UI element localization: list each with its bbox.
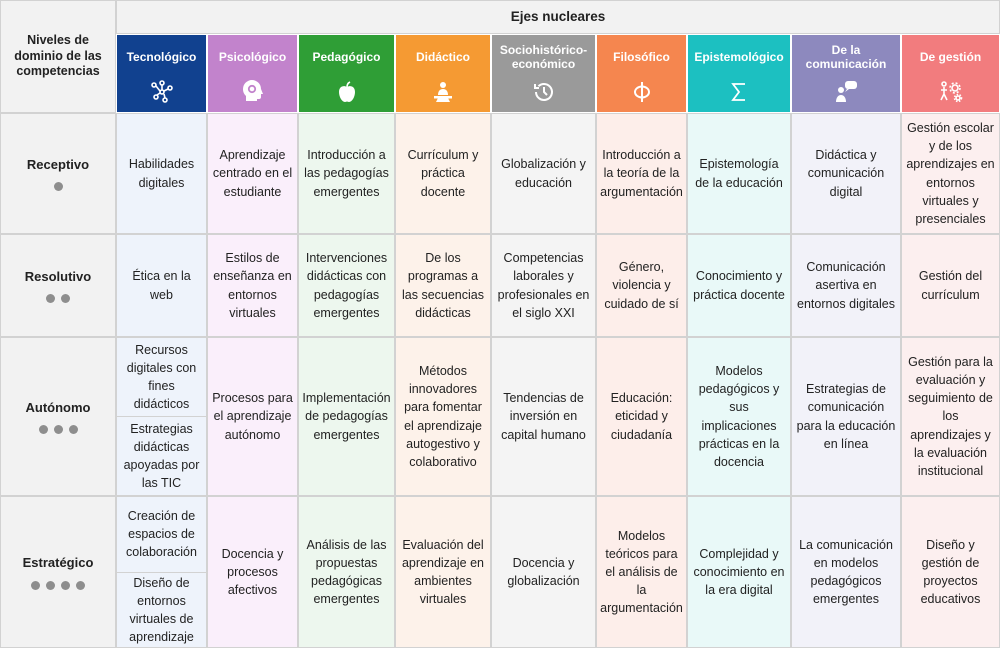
level-dot [54,182,63,191]
level-dots [39,425,78,434]
column-header-de-gestion [901,34,1000,113]
column-header-label: Psicológico [218,50,287,65]
matrix-cell: Métodos innovadores para fomentar el aprendizaje autogestivo y colaborativo [395,337,491,496]
matrix-subcell: Diseño de entornos virtuales de aprendizaje [117,572,206,648]
matrix-subcell: Recursos digitales con fines didácticos [126,342,197,412]
matrix-cell: Complejidad y conocimiento en la era digital [687,496,791,648]
level-dot [76,581,85,590]
column-header-sociohistorico-economico [491,34,596,113]
matrix-cell: La comunicación en modelos pedagógicos emergentes [791,496,901,648]
matrix-cell: Ética en la web [116,234,207,337]
level-dot [39,425,48,434]
phi-icon [629,79,655,105]
column-header-label: De gestión [919,50,982,65]
network-icon [149,79,175,105]
level-dot [61,581,70,590]
corner-header: Niveles de dominio de las competencias [0,0,116,113]
column-header-label: Filosófico [613,50,670,65]
matrix-cell: Introducción a la teoría de la argumentación [596,113,687,234]
matrix-cell: De los programas a las secuencias didácticas [395,234,491,337]
matrix-cell: Análisis de las propuestas pedagógicas emergentes [298,496,395,648]
matrix-cell: Evaluación del aprendizaje en ambientes virtuales [395,496,491,648]
matrix-subcell: Creación de espacios de colaboración [126,509,197,560]
column-header-epistemologico [687,34,791,113]
level-dot [31,581,40,590]
column-header-label: Epistemológico [694,50,784,65]
apple-icon [334,79,360,105]
column-header-tecnologico [116,34,207,113]
column-header-filosofico [596,34,687,113]
matrix-cell: Currículum y práctica docente [395,113,491,234]
column-header-label: De la comunicación [805,43,887,71]
matrix-cell: Comunicación asertiva en entornos digitales [791,234,901,337]
axis-title: Ejes nucleares [116,0,1000,34]
column-header-label: Tecnológico [126,50,197,65]
matrix-cell: Docencia y procesos afectivos [207,496,298,648]
matrix-cell: Modelos pedagógicos y sus implicaciones prácticas en la docencia [687,337,791,496]
column-header-label: Didáctico [415,50,470,65]
row-header-autonomo [0,337,116,496]
column-header-de-la-comunicacion [791,34,901,113]
row-header-estrategico [0,496,116,648]
column-header-psicologico [207,34,298,113]
level-dot [46,581,55,590]
matrix-cell: Habilidades digitales [116,113,207,234]
history-icon [531,79,557,105]
matrix-cell: Gestión para la evaluación y seguimiento de los aprendizajes y la evaluación institucional [901,337,1000,496]
level-label: Estratégico [22,555,94,571]
level-dot [54,425,63,434]
matrix-cell [116,337,207,496]
matrix-cell: Competencias laborales y profesionales en el siglo XXI [491,234,596,337]
matrix-cell: Diseño y gestión de proyectos educativos [901,496,1000,648]
level-label: Autónomo [25,399,91,415]
level-dots [31,581,85,590]
matrix-cell: Docencia y globalización [491,496,596,648]
level-dots [54,182,63,191]
matrix-cell: Aprendizaje centrado en el estudiante [207,113,298,234]
column-header-didactico [395,34,491,113]
level-dot [69,425,78,434]
matrix-cell: Tendencias de inversión en capital humano [491,337,596,496]
level-dots [46,294,70,303]
level-label: Receptivo [26,156,90,172]
row-header-receptivo [0,113,116,234]
matrix-cell: Globalización y educación [491,113,596,234]
level-dot [46,294,55,303]
speech-icon [833,79,859,105]
matrix-cell: Género, violencia y cuidado de sí [596,234,687,337]
matrix-cell: Estrategias de comunicación para la educación en línea [791,337,901,496]
matrix-cell: Intervenciones didácticas con pedagogías emergentes [298,234,395,337]
matrix-cell: Educación: eticidad y ciudadanía [596,337,687,496]
matrix-cell: Implementación de pedagogías emergentes [298,337,395,496]
matrix-cell [116,496,207,648]
matrix-cell: Procesos para el aprendizaje autónomo [207,337,298,496]
matrix-cell: Gestión escolar y de los aprendizajes en entornos virtuales y presenciales [901,113,1000,234]
matrix-cell: Introducción a las pedagogías emergentes [298,113,395,234]
matrix-cell: Gestión del currículum [901,234,1000,337]
sigma-icon [726,79,752,105]
column-header-label: Sociohistórico-económico [499,43,588,71]
matrix-cell: Modelos teóricos para el análisis de la argumentación [596,496,687,648]
level-dot [61,294,70,303]
matrix-cell: Conocimiento y práctica docente [687,234,791,337]
matrix-cell: Estilos de enseñanza en entornos virtuales [207,234,298,337]
matrix-subcell: Estrategias didácticas apoyadas por las TIC [117,416,206,495]
row-header-resolutivo [0,234,116,337]
column-header-label: Pedagógico [312,50,381,65]
head-gear-icon [240,79,266,105]
teacher-icon [430,79,456,105]
level-label: Resolutivo [24,268,92,284]
column-header-pedagogico [298,34,395,113]
matrix-cell: Epistemología de la educación [687,113,791,234]
gears-person-icon [938,79,964,105]
matrix-cell: Didáctica y comunicación digital [791,113,901,234]
